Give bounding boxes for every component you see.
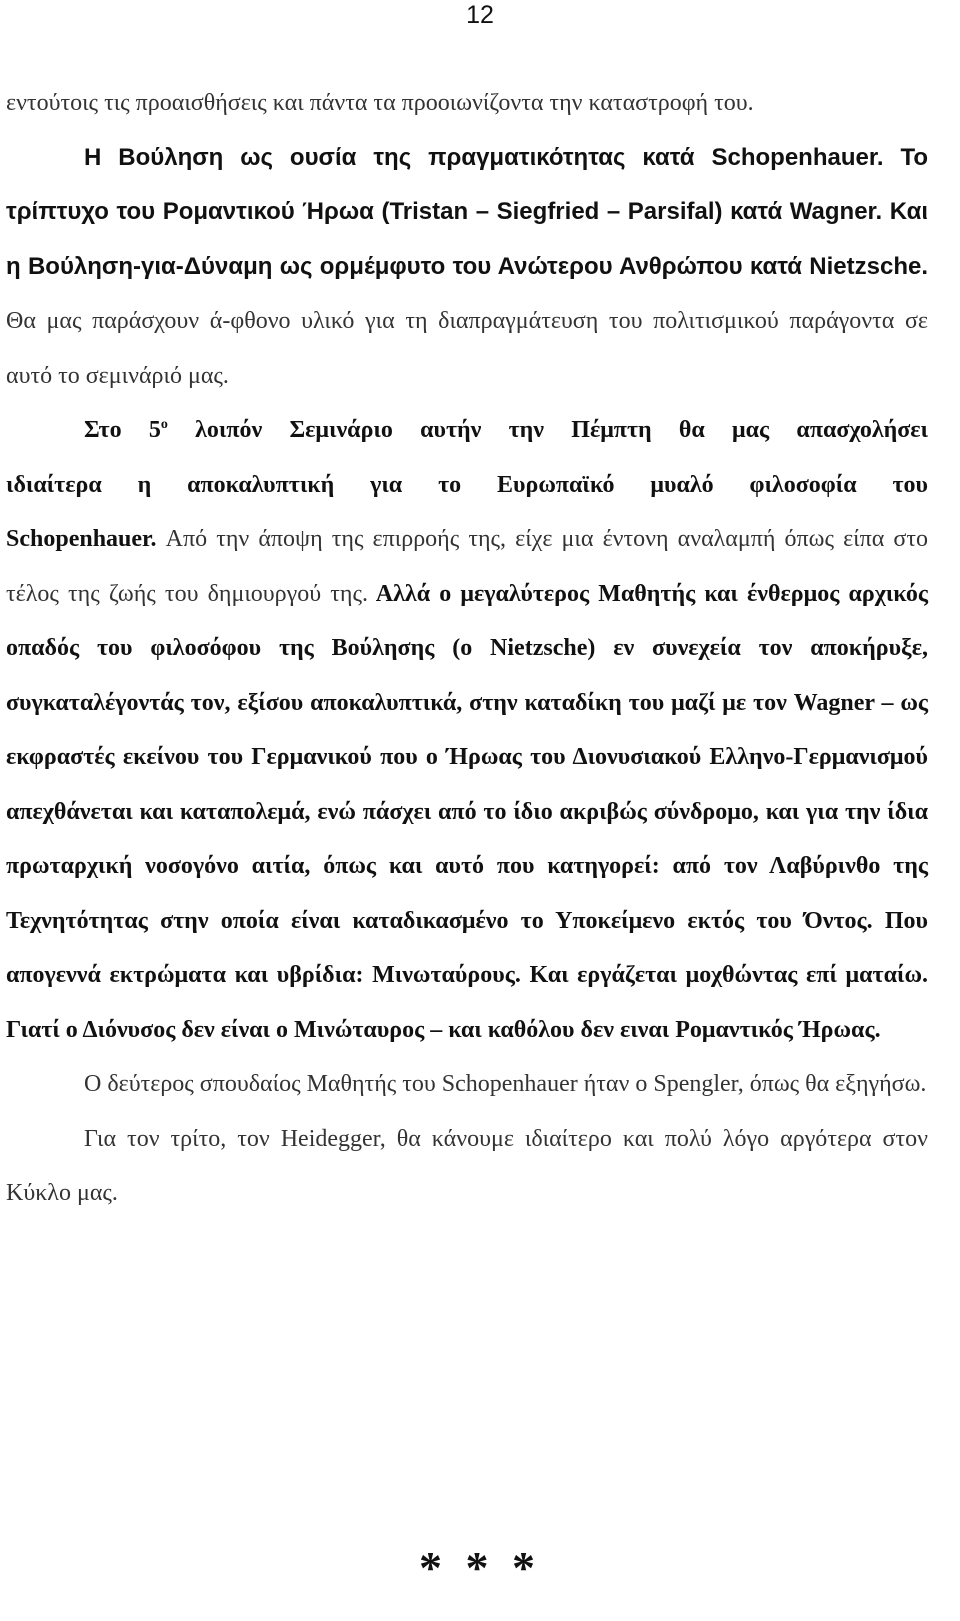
ordinal-superscript: ο <box>160 417 168 432</box>
paragraph-4: Ο δεύτερος σπουδαίος Μαθητής του Schopenhauer ήταν ο Spengler, όπως θα εξηγήσω. <box>84 1071 927 1097</box>
paragraph-2 <box>6 131 928 404</box>
paragraph-3-bold-text-c: Αλλά ο μεγαλύτερος Μαθητής και ένθερμος αρχικός οπαδός του φιλοσόφου της Βούλησης (ο Nietzsche) εν συνεχεία τον αποκήρυξε, συγκαταλέγοντάς τον, εξίσου αποκαλυπτικά, στην καταδίκη του μαζί με τον Wagner – ως εκφραστές εκείνου του Γερμανικού που ο Ήρωας του Διονυσιακού Ελληνο-Γερμανισμού απεχθάνεται και καταπολεμά, ενώ πάσχει από το ίδιο ακριβώς σύνδρομο, και για την ίδια πρωταρχική νοσογόνο αιτία, όπως και αυτό που κατηγορεί: από τον Λαβύρινθο της Τεχνητότητας στην οποία είναι καταδικασμένο το Υποκείμενο εκτός του Όντος. Που απογεννά εκτρώματα και υβρίδια: Μινωταύρους. Και εργάζεται μοχθώντας επί ματαίω. Γιατί ο Διόνυσος δεν είναι ο Μινώταυρος – και καθόλου δεν ειναι Ρομαντικός Ήρωας. <box>6 580 929 1043</box>
paragraph-3 <box>6 403 928 1057</box>
paragraph-2-text: Θα μας παράσχουν ά-φθονο υλικό για τη διαπραγμάτευση του πολιτισμικού παράγοντα σε αυτό το σεμινάριό μας. <box>6 308 928 389</box>
document-body <box>6 76 928 1221</box>
page-number: 12 <box>466 1 494 29</box>
paragraph-1: εντούτοις τις προαισθήσεις και πάντα τα προοιωνίζοντα την καταστροφή του. <box>6 90 754 116</box>
section-ornament: * * * <box>419 1542 541 1593</box>
paragraph-3-bold-text-b: λοιπόν Σεμινάριο αυτήν την Πέμπτη θα μας απασχολήσει ιδιαίτερα η αποκαλυπτική για το Ευρωπαϊκό μυαλό φιλοσοφία του Schopenhauer. <box>6 417 928 552</box>
paragraph-2-bold-text: Η Βούληση ως ουσία της πραγματικότητας κατά Schopenhauer. Το τρίπτυχο του Ρομαντικού Ήρωα (Tristan – Siegfried – Parsifal) κατά Wagner. Και η Βούληση-για-Δύναμη ως ορμέμφυτο του Ανώτερου Ανθρώπου κατά Nietzsche. <box>6 143 928 280</box>
paragraph-3-text: Από την άποψη της επιρροής της, είχε μια έντονη αναλαμπή όπως είπα στο τέλος της ζωής του δημιουργού της. <box>6 526 928 607</box>
paragraph-3-bold-text-a: Στο 5 <box>84 417 161 443</box>
paragraph-5: Για τον τρίτο, τον Heidegger, θα κάνουμε ιδιαίτερο και πολύ λόγο αργότερα στον Κύκλο μας. <box>6 1125 928 1206</box>
